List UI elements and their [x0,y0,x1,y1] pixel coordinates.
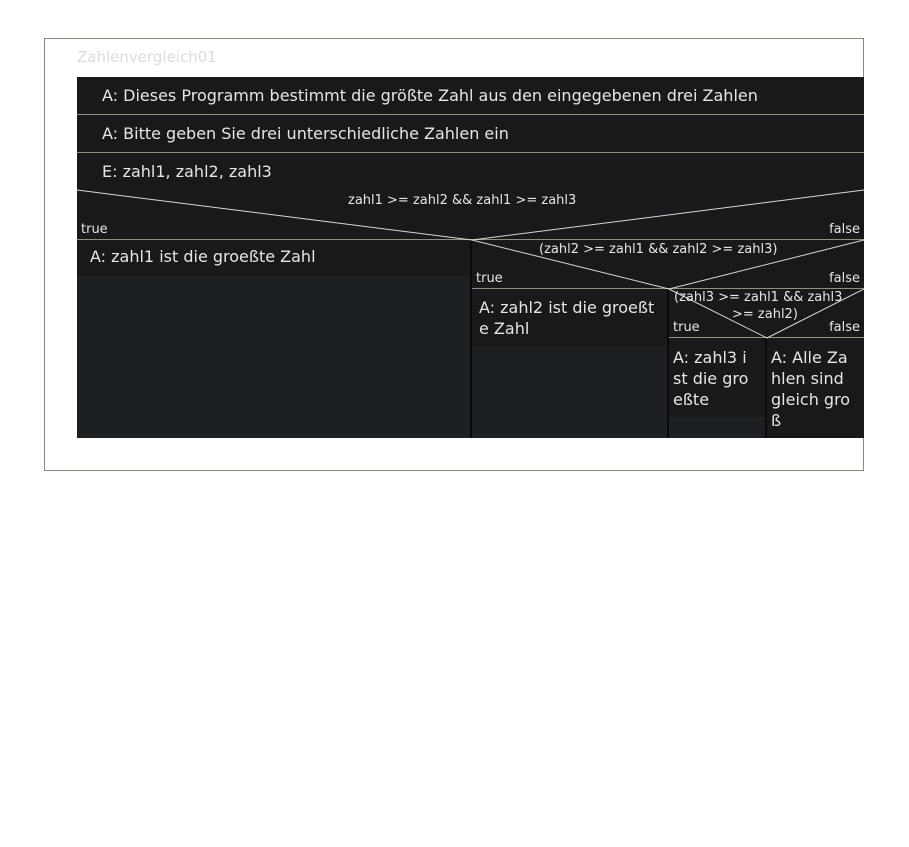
decision2-false-label: false [829,271,860,286]
action-zahl3-line2: st die gro [673,369,749,388]
decision-diagonals [77,77,864,438]
action-all-equal-line2: hlen sind [771,369,844,388]
action-all-equal-line4: ß [771,411,782,430]
statement-input[interactable]: E: zahl1, zahl2, zahl3 [77,153,864,191]
action-zahl3-line3: eßte [673,390,710,409]
action-zahl1-largest[interactable]: A: zahl1 ist die groeßte Zahl [77,240,470,276]
diagram-title: Zahlenvergleich01 [77,48,217,66]
decision1-condition: zahl1 >= zahl2 && zahl1 >= zahl3 [348,193,577,208]
action-all-equal-line1: A: Alle Za [771,348,848,367]
action-all-equal-line3: gleich gro [771,390,851,409]
decision3-false-label: false [829,320,860,335]
decision1-false-label: false [829,222,860,237]
decision2-condition: (zahl2 >= zahl1 && zahl2 >= zahl3) [539,242,778,257]
decision3-condition-line1: (zahl3 >= zahl1 && zahl3 [674,290,843,305]
decision1-true-label: true [81,222,108,237]
statement-output-prompt[interactable]: A: Bitte geben Sie drei unterschiedliche Zahlen ein [77,115,864,153]
nassi-shneiderman-diagram [77,77,864,438]
decision2-true-label: true [476,271,503,286]
statement-output-intro[interactable]: A: Dieses Programm bestimmt die größte Zahl aus den eingegebenen drei Zahlen [77,77,864,115]
action-zahl2-line1: A: zahl2 ist die groeßt [479,298,655,317]
decision3-condition-line2: >= zahl2) [732,307,798,322]
decision3-true-label: true [673,320,700,335]
action-zahl2-line2: e Zahl [479,319,530,338]
action-zahl3-line1: A: zahl3 i [673,348,747,367]
